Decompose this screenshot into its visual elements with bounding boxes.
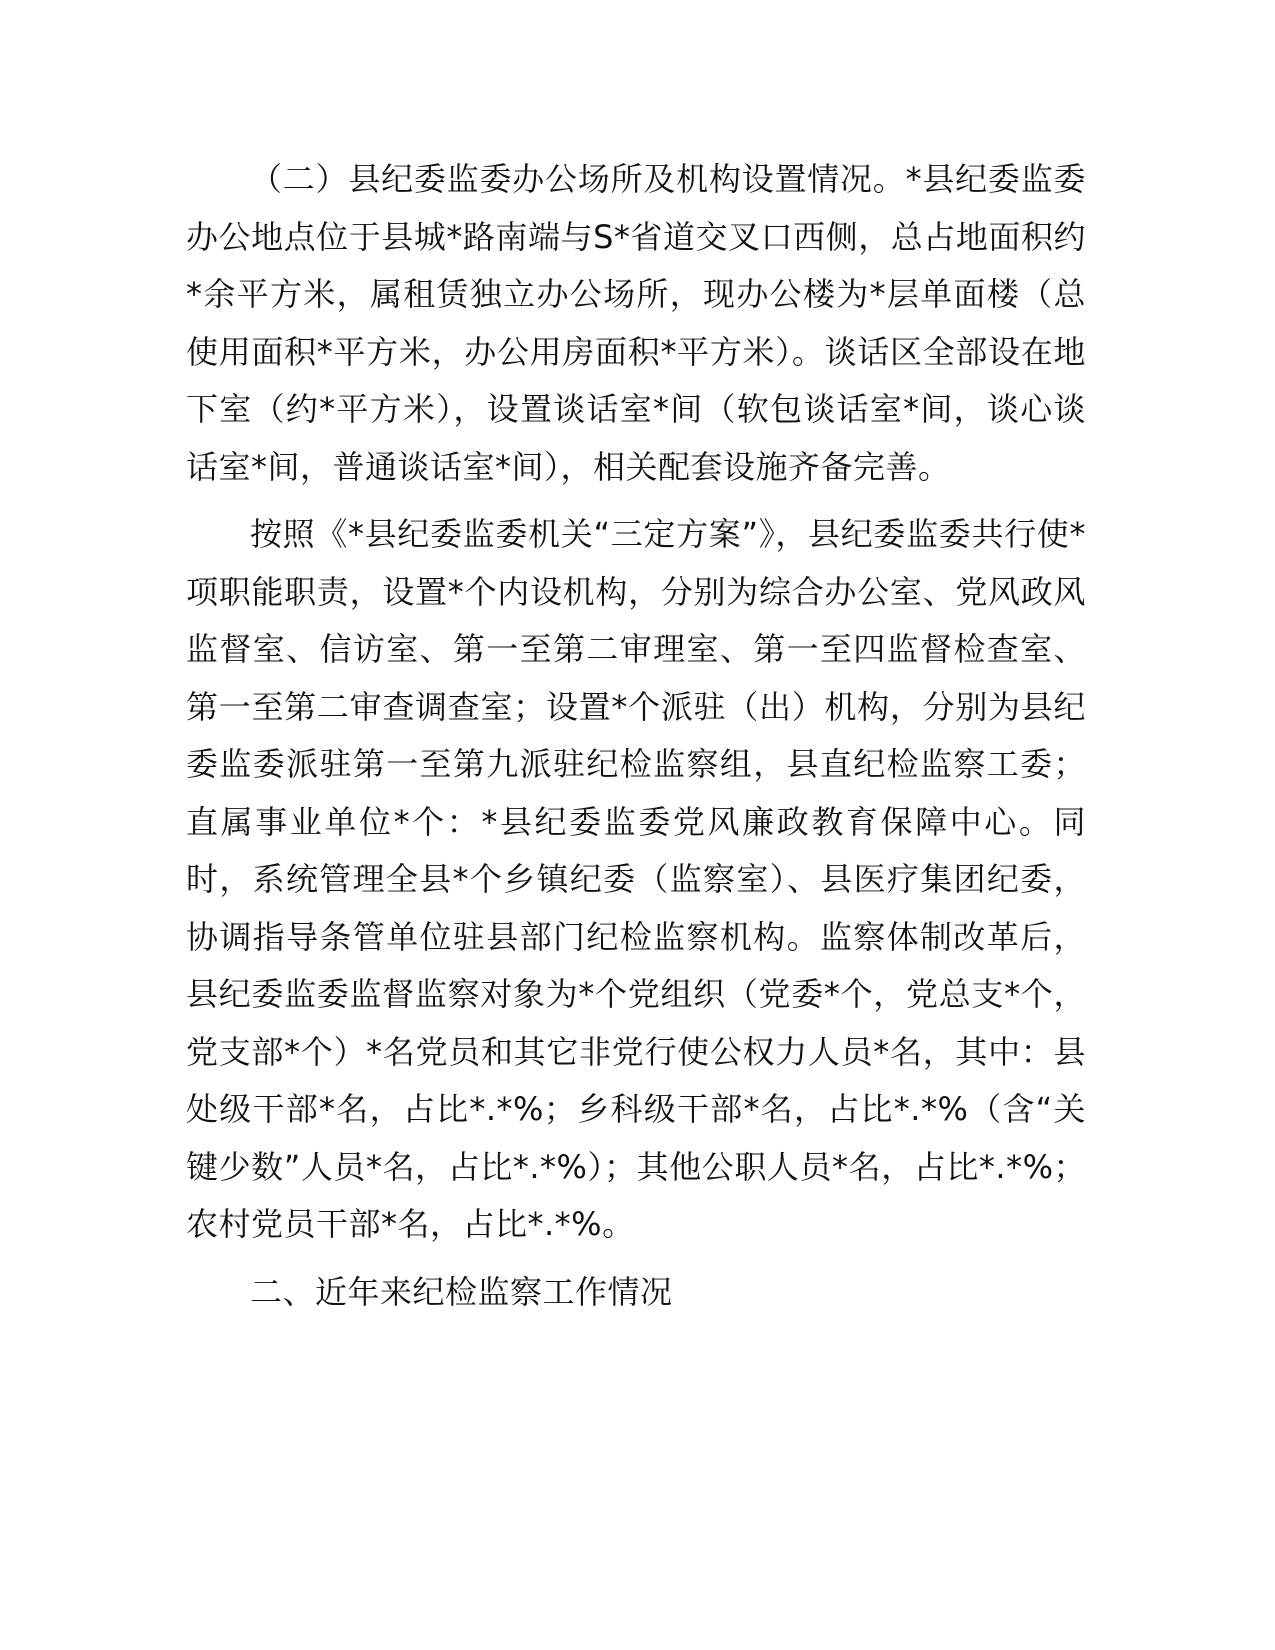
document-body xyxy=(186,151,1086,1321)
section-heading: 二、近年来纪检监察工作情况 xyxy=(250,1272,673,1311)
paragraph-three-fixed-plan: 按照《*县纪委监委机关“三定方案”》，县纪委监委共行使*项职能职责，设置*个内设机构，分别为综合办公室、党风政风监督室、信访室、第一至第二审理室、第一至四监督检查室、第一至第二审查调查室；设置*个派驻（出）机构，分别为县纪委监委派驻第一至第九派驻纪检监察组，县直纪检监察工委；直属事业单位*个：*县纪委监委党风廉政教育保障中心。同时，系统管理全县*个乡镇纪委（监察室）、县医疗集团纪委，协调指导条管单位驻县部门纪检监察机构。监察体制改革后，县纪委监委监督监察对象为*个党组织（党委*个，党总支*个，党支部*个）*名党员和其它非党行使公权力人员*名，其中：县处级干部*名，占比*.*%；乡科级干部*名，占比*.*%（含“关键少数”人员*名，占比*.*%）；其他公职人员*名，占比*.*%；农村党员干部*名，占比*.*%。 xyxy=(186,515,1086,1243)
paragraph-office-and-organization: （二）县纪委监委办公场所及机构设置情况。*县纪委监委办公地点位于县城*路南端与S*省道交叉口西侧，总占地面积约*余平方米，属租赁独立办公场所，现办公楼为*层单面楼（总使用面积*平方米，办公用房面积*平方米）。谈话区全部设在地下室（约*平方米），设置谈话室*间（软包谈话室*间，谈心谈话室*间，普通谈话室*间），相关配套设施齐备完善。 xyxy=(186,160,1086,486)
